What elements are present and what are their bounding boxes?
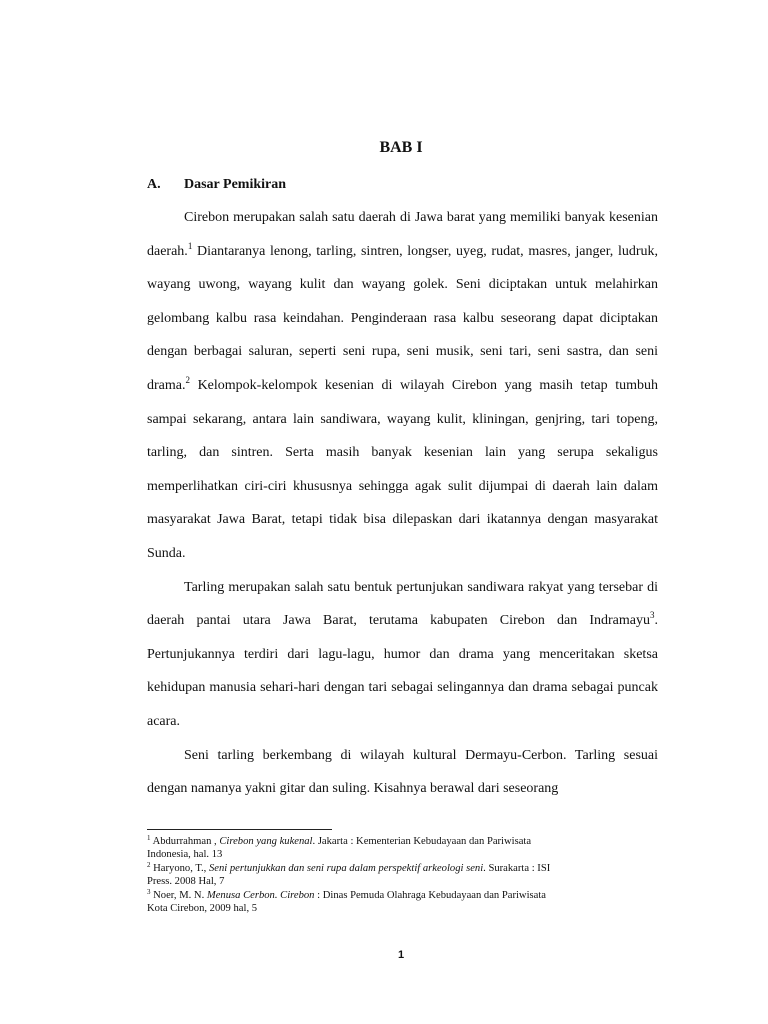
paragraph (147, 739, 658, 806)
chapter-title: BAB I (379, 139, 423, 156)
footnote-ref: 1 (187, 240, 193, 251)
paragraph (147, 201, 658, 571)
footnote-author: Abdurrahman , (150, 836, 220, 847)
paragraph-text: . Pertunjukannya terdiri dari lagu-lagu, humor dan drama yang menceritakan sketsa kehidupan manusia sehari-hari dengan tari sebagai selingannya dan drama sebagai puncak acara. (147, 613, 658, 729)
footnote-ref: 3 (650, 610, 655, 621)
footnote-work-title: Menusa Cerbon. Cirebon (206, 889, 315, 901)
footnote-ref: 2 (185, 374, 190, 385)
section-heading (147, 177, 286, 193)
footnote-work-title: Seni pertunjukkan dan seni rupa dalam perspektif arkeologi seni (208, 862, 484, 874)
footnote-publication: . Jakarta : Kementerian Kebudayaan dan Pariwisata Indonesia, hal. 13 (147, 836, 532, 861)
footnote-publication: . Surakarta : ISI Press. 2008 Hal, 7 (147, 862, 551, 888)
paragraph-text: Diantaranya lenong, tarling, sintren, longser, uyeg, rudat, masres, janger, ludruk, wayang uwong, wayang kulit dan wayang golek. Seni diciptakan untuk melahirkan gelombang kalbu rasa keindahan. Penginderaan rasa kalbu seseorang dapat diciptakan dengan berbagai saluran, seperti seni rupa, seni musik, seni tari, seni sastra, dan seni drama. (147, 243, 658, 393)
body-text (147, 201, 658, 806)
footnotes (147, 835, 567, 915)
footnote (147, 889, 567, 916)
footnote-mark: 2 (147, 860, 151, 869)
footnote-publication: : Dinas Pemuda Olahraga Kebudayaan dan Pariwisata Kota Cirebon, 2009 hal, 5 (147, 889, 547, 915)
paragraph-text: Seni tarling berkembang di wilayah kultural Dermayu-Cerbon. Tarling sesuai dengan namanya yakni gitar dan suling. Kisahnya berawal dari seseorang (147, 747, 658, 797)
page-number: 1 (397, 949, 405, 961)
footnote-separator (147, 829, 332, 830)
paragraph-text: Cirebon merupakan salah satu daerah di Jawa barat yang memiliki banyak kesenian daerah. (147, 210, 658, 259)
section-number: A. (147, 177, 161, 192)
footnote-work-title: Cirebon yang kukenal (219, 836, 313, 847)
footnote-author: Noer, M. N. (150, 889, 207, 901)
paragraph-text: Tarling merupakan salah satu bentuk pertunjukan sandiwara rakyat yang tersebar di daerah pantai utara Jawa Barat, terutama kabupaten Cirebon dan Indramayu (147, 579, 658, 629)
footnote-author: Haryono, T., (150, 862, 209, 874)
footnote-mark: 1 (147, 834, 151, 842)
section-title: Dasar Pemikiran (184, 177, 287, 192)
footnote (147, 835, 567, 862)
paragraph-text: Kelompok-kelompok kesenian di wilayah Cirebon yang masih tetap tumbuh sampai sekarang, antara lain sandiwara, wayang kulit, kliningan, genjring, tari topeng, tarling, dan sintren. Serta masih banyak kesenian lain yang serupa sekaligus memperlihatkan ciri-ciri khususnya sehingga agak sulit dijumpai di daerah lain dalam masyarakat Jawa Barat, tetapi tidak bisa dilepaskan dari ikatannya dengan masyarakat Sunda. (147, 377, 658, 561)
footnote-mark: 3 (147, 887, 151, 896)
footnote (147, 862, 567, 889)
paragraph (147, 571, 658, 739)
